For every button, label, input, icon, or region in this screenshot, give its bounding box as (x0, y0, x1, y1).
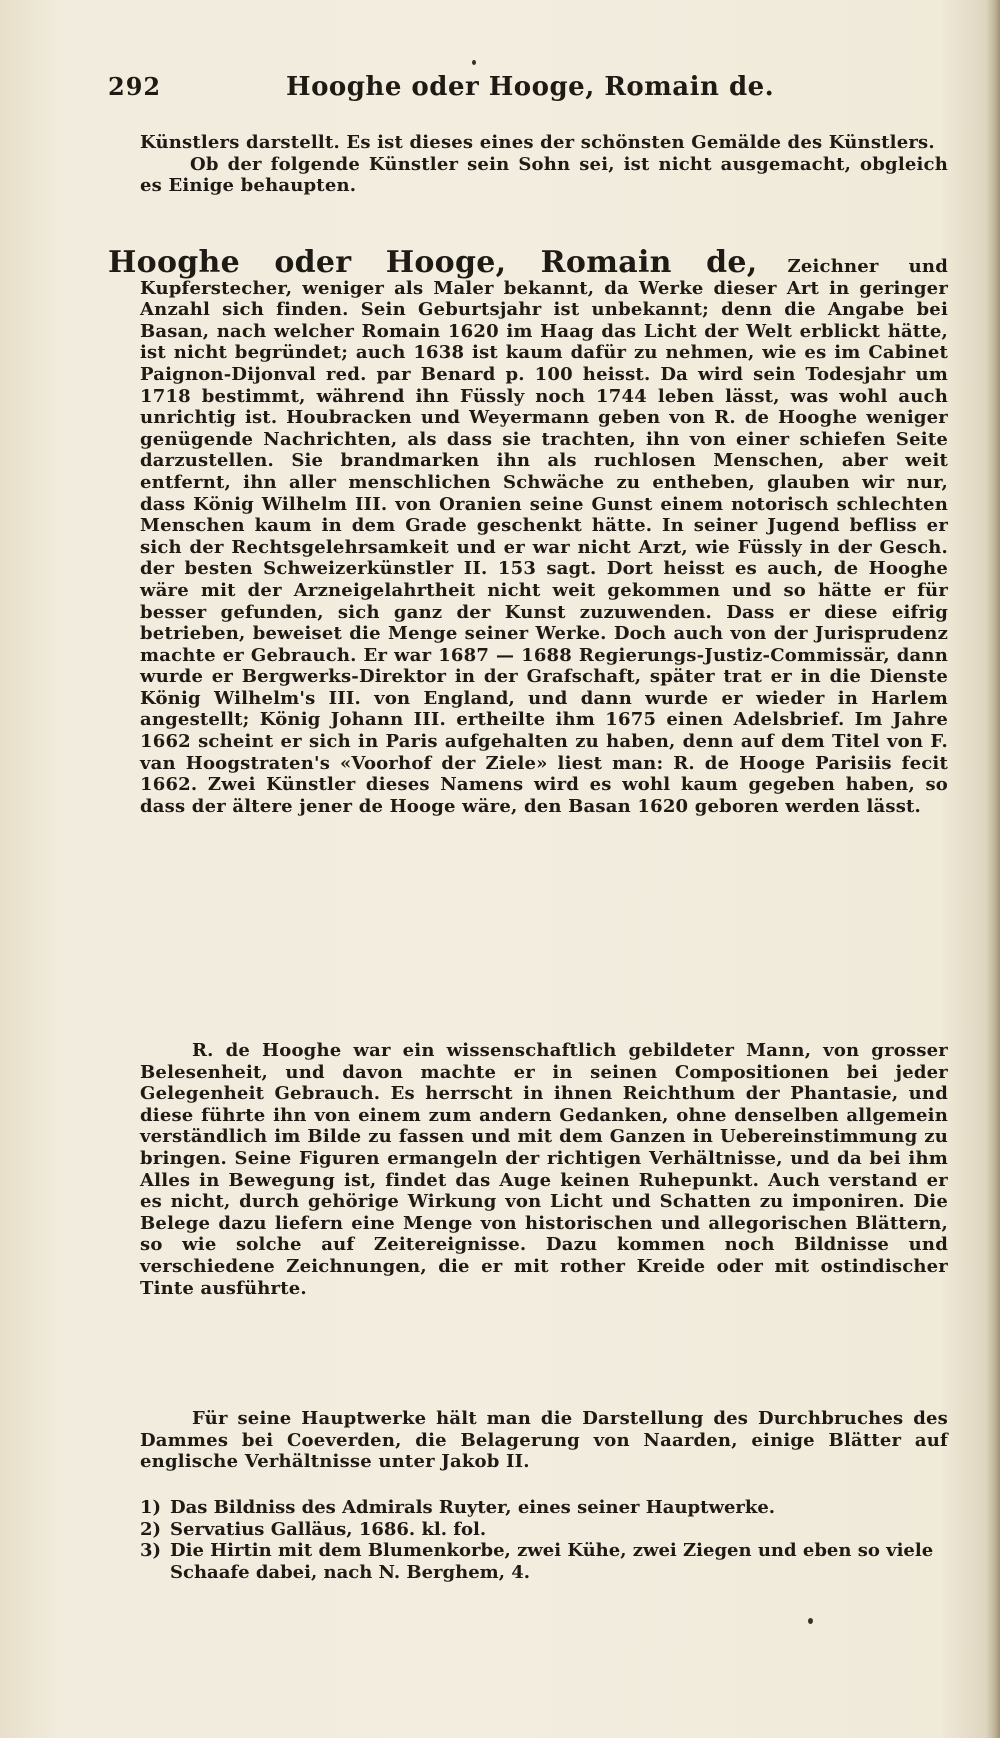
entry-headword: Hooghe oder Hooge, Romain de, (108, 245, 758, 280)
style-paragraph (140, 1040, 948, 1299)
continuation-text (140, 132, 948, 197)
list-text: Servatius Galläus, 1686. kl. fol. (170, 1518, 487, 1540)
paragraph-text: R. de Hooghe war ein wissenschaftlich gebildeter Mann, von grosser Belesenheit, und davon machte er in seinen Compositionen bei jeder Gelegenheit Gebrauch. Es herrscht in ihnen Reichthum der Phantasie, und diese führte ihn von einem zum andern Gedanken, ohne denselben allgemein verständlich im Bilde zu fassen und mit dem Ganzen in Uebereinstimmung zu bringen. Seine Figuren ermangeln der richtigen Verhältnisse, und da bei ihm Alles in Bewegung ist, findet das Auge keinen Ruhepunkt. Auch verstand er es nicht, durch gehörige Wirkung von Licht und Schatten zu imponiren. Die Belege dazu liefern eine Menge von historischen und allegorischen Blättern, so wie solche auf Zeitereignisse. Dazu kommen noch Bildnisse und verschiedene Zeichnungen, die er mit rother Kreide oder mit ostindischer Tinte ausführte. (140, 1040, 948, 1299)
paragraph-text: Für seine Hauptwerke hält man die Darstellung des Durchbruches des Dammes bei Coeverden, die Belagerung von Naarden, einige Blätter auf englische Verhältnisse unter Jakob II. (140, 1408, 948, 1473)
list-item (140, 1540, 948, 1583)
list-text: Das Bildniss des Admirals Ruyter, eines seiner Hauptwerke. (170, 1497, 776, 1518)
entry-text: Zeichner und Kupferstecher, weniger als Maler bekannt, da Werke dieser Art in geringer Anzahl sich finden. Sein Geburtsjahr ist unbekannt; denn die Angabe bei Basan, nach welcher Romain 1620 im Haag das Licht der Welt erblickt hätte, ist nicht begründet; auch 1638 ist kaum dafür zu nehmen, wie es im Cabinet Paignon-Dijonval red. par Benard p. 100 heisst. Da wird sein Todesjahr um 1718 bestimmt, während ihn Füssly noch 1744 leben lässt, was wohl auch unrichtig ist. Houbracken und Weyermann geben von R. de Hooghe weniger genügende Nachrichten, als dass sie trachten, ihn von einer schiefen Seite darzustellen. Sie brandmarken ihn als ruchlosen Menschen, aber weit entfernt, ihn aller menschlichen Schwäche zu entheben, glauben wir nur, dass König Wilhelm III. von Oranien seine Gunst einem notorisch schlechten Menschen kaum in dem Grade geschenkt hätte. In seiner Jugend befliss er sich der Rechtsgelehrsamkeit und er war nicht Arzt, wie Füssly in der Gesch. der besten Schweizerkünstler II. 153 sagt. Dort heisst es auch, de Hooghe wäre mit der Arzneigelahrtheit nicht weit gekommen und so hätte er für besser gefunden, sich ganz der Kunst zuzuwenden. Dass er diese eifrig betrieben, beweiset die Menge seiner Werke. Doch auch von der Jurisprudenz machte er Gebrauch. Er war 1687 — 1688 Regierungs-Justiz-Commissär, dann wurde er Bergwerks-Direktor in der Grafschaft, später trat er in die Dienste König Wilhelm's III. von England, und dann wurde er wieder in Harlem angestellt; König Johann III. ertheilte ihm 1675 einen Adelsbrief. Im Jahre 1662 scheint er sich in Paris aufgehalten zu haben, denn auf dem Titel von F. van Hoogstraten's «Voorhof der Ziele» liest man: R. de Hooge Parisiis fecit 1662. Zwei Künstler dieses Namens wird es wohl kaum gegeben haben, so dass der ältere jener de Hooge wäre, den Basan 1620 geboren werden lässt. (140, 256, 948, 817)
list-item (140, 1519, 948, 1541)
lexicon-entry (108, 245, 948, 817)
continuation-remark: Ob der folgende Künstler sein Sohn sei, ist nicht ausgemacht, obgleich es Einige behaupten. (140, 153, 948, 197)
running-title: Hooghe oder Hooge, Romain de. (286, 72, 775, 102)
entry-paragraph (108, 245, 948, 817)
page-header (108, 72, 948, 112)
list-number: 1) (140, 1497, 162, 1518)
ink-speck (472, 60, 476, 65)
page-number: 292 (108, 72, 162, 101)
works-list (140, 1497, 948, 1583)
page-edge-shadow (986, 0, 1000, 1738)
list-number: 2) (140, 1518, 162, 1540)
main-works-paragraph (140, 1408, 948, 1473)
continuation-line: Künstlers darstellt. Es ist dieses eines der schönsten Gemälde des Künstlers. (140, 132, 935, 153)
list-item (140, 1497, 948, 1519)
list-number: 3) (140, 1540, 162, 1562)
ink-speck (808, 1618, 813, 1624)
list-text: Die Hirtin mit dem Blumenkorbe, zwei Kühe, zwei Ziegen und eben so viele Schaafe dabei, nach N. Berghem, 4. (170, 1540, 934, 1583)
